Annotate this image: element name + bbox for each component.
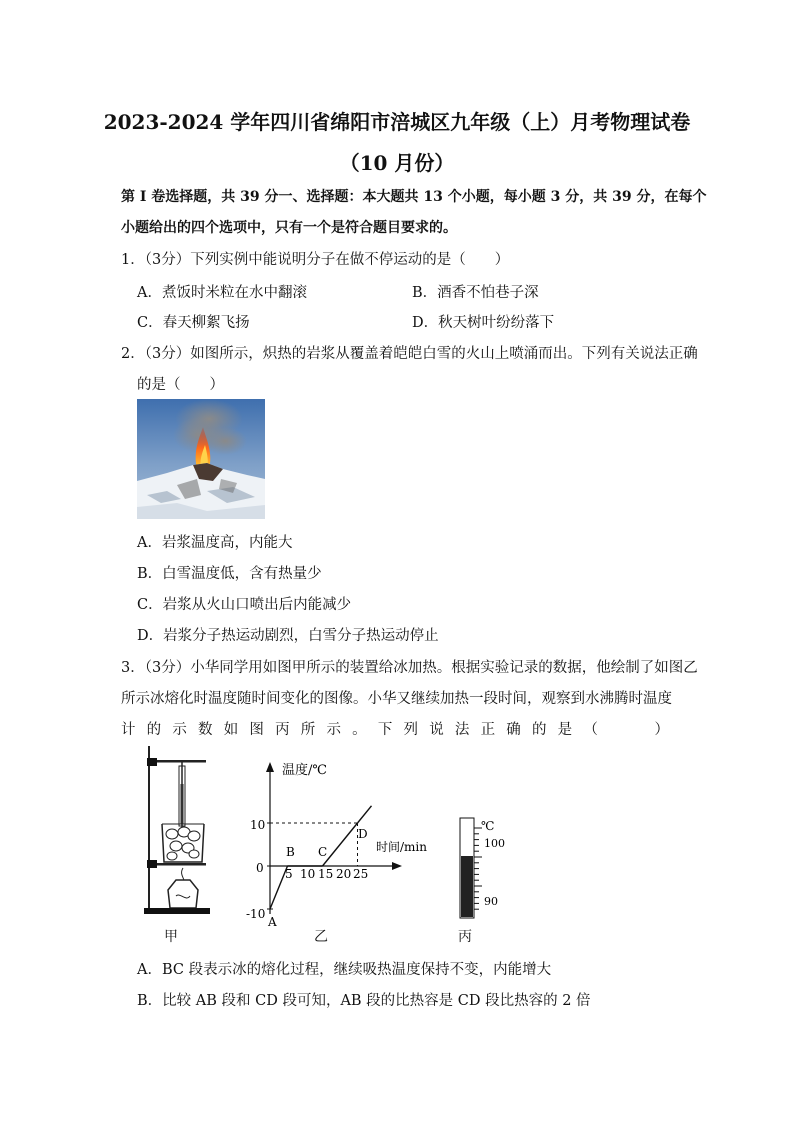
section-header-line2: 小题给出的四个选项中，只有一个是符合题目要求的。 bbox=[121, 220, 457, 236]
x-tick-10: 10 bbox=[300, 867, 316, 881]
question-2-stem-line1: 2．（3分）如图所示，炽热的岩浆从覆盖着皑皑白雪的火山上喷涌而出。下列有关说法正确 bbox=[121, 346, 698, 362]
thermometer-unit: ℃ bbox=[481, 819, 495, 833]
figure-jia-caption: 甲 bbox=[164, 929, 178, 945]
question-2-stem-line2: 的是（ ） bbox=[137, 377, 224, 393]
point-label-c: C bbox=[318, 845, 328, 859]
question-2-option-b: B．白雪温度低，含有热量少 bbox=[137, 566, 322, 582]
section-header-line1: 第 I 卷选择题，共 39 分一、选择题：本大题共 13 个小题，每小题 3 分，共 39 分，在每个 bbox=[121, 189, 707, 205]
x-axis-label: 时间/min bbox=[376, 840, 427, 854]
y-tick-10: 10 bbox=[250, 818, 266, 832]
question-2-option-d: D．岩浆分子热运动剧烈，白雪分子热运动停止 bbox=[137, 628, 439, 644]
question-1-stem: 1．（3分）下列实例中能说明分子在做不停运动的是（ ） bbox=[121, 252, 510, 268]
figure-bing-caption: 丙 bbox=[458, 929, 472, 945]
figure-yi-caption: 乙 bbox=[314, 929, 328, 945]
x-axis-arrow bbox=[392, 862, 402, 870]
figure-jia-apparatus bbox=[138, 744, 218, 944]
thermometer-label-90: 90 bbox=[484, 895, 498, 908]
question-3-option-a: A．BC 段表示冰的熔化过程，继续吸热温度保持不变，内能增大 bbox=[137, 962, 552, 978]
figure-yi-graph bbox=[240, 756, 440, 926]
y-axis-label: 温度/℃ bbox=[282, 763, 327, 778]
x-tick-25: 25 bbox=[353, 867, 369, 881]
question-3-option-b: B．比较 AB 段和 CD 段可知，AB 段的比热容是 CD 段比热容的 2 倍 bbox=[137, 993, 591, 1009]
question-1-option-d: D．秋天树叶纷纷落下 bbox=[412, 315, 555, 331]
series-segment-cd bbox=[323, 823, 358, 866]
question-3-stem-line2: 所示冰熔化时温度随时间变化的图像。小华又继续加热一段时间，观察到水沸腾时温度 bbox=[121, 691, 672, 707]
page-title: 2023-2024 学年四川省绵阳市涪城区九年级（上）月考物理试卷 bbox=[103, 110, 691, 134]
figure-bing-thermometer bbox=[452, 812, 512, 922]
series-segment-ab bbox=[270, 866, 288, 909]
x-tick-15: 15 bbox=[318, 867, 334, 881]
question-3-stem-line1: 3．（3分）小华同学用如图甲所示的装置给冰加热。根据实验记录的数据，他绘制了如图乙 bbox=[121, 660, 698, 676]
page-subtitle: （10 月份） bbox=[339, 151, 455, 175]
question-1-option-a: A．煮饭时米粒在水中翻滚 bbox=[137, 285, 307, 301]
series-segment-extension bbox=[358, 806, 372, 823]
x-tick-5: 5 bbox=[285, 867, 293, 881]
question-1-option-b: B．酒香不怕巷子深 bbox=[412, 285, 539, 301]
volcano-photo bbox=[137, 399, 265, 519]
y-axis-arrow bbox=[266, 762, 274, 772]
y-tick-0: 0 bbox=[256, 861, 264, 875]
question-2-option-a: A．岩浆温度高，内能大 bbox=[137, 535, 293, 551]
y-tick-neg10: -10 bbox=[246, 907, 266, 921]
point-label-a: A bbox=[268, 915, 277, 926]
point-label-b: B bbox=[286, 845, 295, 859]
point-label-d: D bbox=[358, 827, 368, 841]
x-tick-20: 20 bbox=[336, 867, 352, 881]
question-2-option-c: C．岩浆从火山口喷出后内能减少 bbox=[137, 597, 352, 613]
question-3-stem-line3: 计 的 示 数 如 图 丙 所 示 。 下 列 说 法 正 确 的 是 （ ） bbox=[121, 722, 669, 738]
thermometer-label-100: 100 bbox=[484, 837, 505, 850]
question-1-option-c: C．春天柳絮飞扬 bbox=[137, 315, 250, 331]
